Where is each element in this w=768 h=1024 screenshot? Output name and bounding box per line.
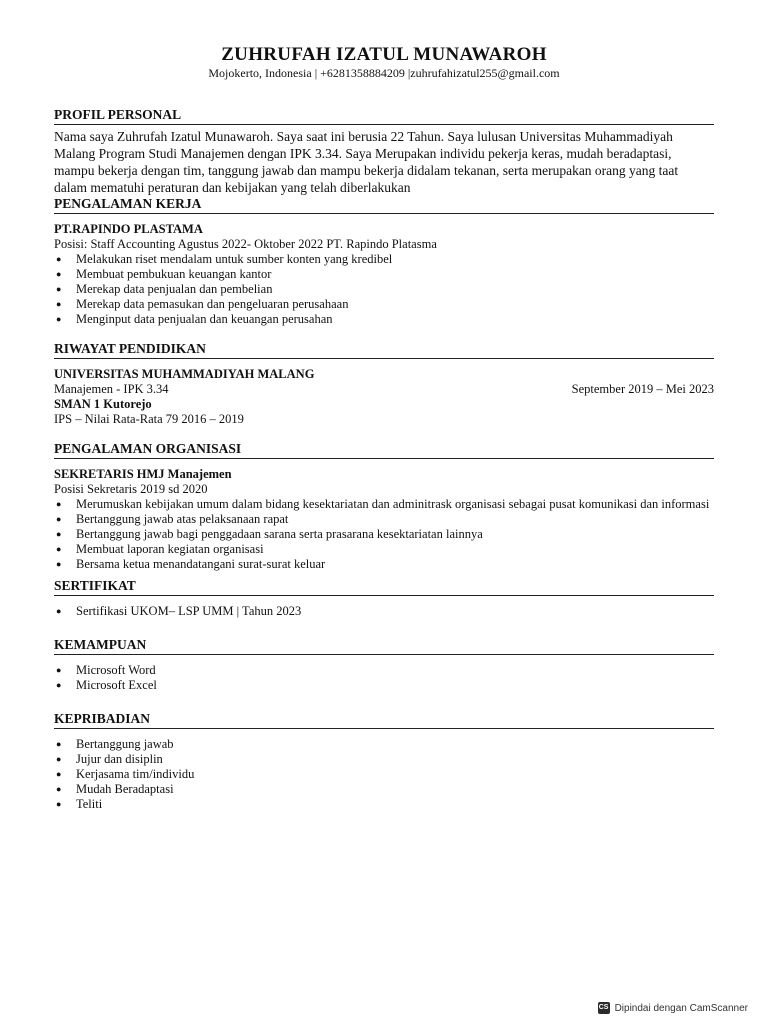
section-title-personality: KEPRIBADIAN bbox=[54, 711, 714, 729]
list-item: ● Microsoft Excel bbox=[54, 678, 714, 693]
list-item: ● Menginput data penjualan dan keuangan perusahan bbox=[54, 312, 714, 327]
section-title-skills: KEMAMPUAN bbox=[54, 637, 714, 655]
list-item: ● Mudah Beradaptasi bbox=[54, 782, 714, 797]
list-item: ● Jujur dan disiplin bbox=[54, 752, 714, 767]
list-item: ● Melakukan riset mendalam untuk sumber konten yang kredibel bbox=[54, 252, 714, 267]
university-period: September 2019 – Mei 2023 bbox=[571, 382, 714, 396]
section-title-education: RIWAYAT PENDIDIKAN bbox=[54, 341, 714, 359]
list-item: ● Merekap data penjualan dan pembelian bbox=[54, 282, 714, 297]
work-duties-list bbox=[54, 252, 714, 327]
list-item: ● Membuat pembukuan keuangan kantor bbox=[54, 267, 714, 282]
organization-role: SEKRETARIS HMJ Manajemen bbox=[54, 467, 232, 481]
certificate-list bbox=[54, 604, 714, 619]
organization-position: Posisi Sekretaris 2019 sd 2020 bbox=[54, 482, 208, 496]
section-title-certificate: SERTIFIKAT bbox=[54, 578, 714, 596]
company-name: PT.RAPINDO PLASTAMA bbox=[54, 222, 203, 236]
profile-section bbox=[54, 107, 714, 196]
organization-duties-list bbox=[54, 497, 714, 572]
school-name: SMAN 1 Kutorejo bbox=[54, 397, 152, 411]
contact-info: Mojokerto, Indonesia | +6281358884209 |zuhrufahizatul255@gmail.com bbox=[208, 66, 560, 80]
skills-list bbox=[54, 663, 714, 693]
profile-text: Nama saya Zuhrufah Izatul Munawaroh. Saya saat ini berusia 22 Tahun. Saya lulusan Universitas Muhammadiyah Malang Program Studi Manajemen dengan IPK 3.34. Saya Merupakan individu pekerja keras, mudah beradaptasi, mampu bekerja dengan tim, tanggung jawab dan mampu bekerja didalam tekanan, serta merupakan orang yang taat dalam mematuhi peraturan dan kebijakan yang telah diberlakukan bbox=[54, 129, 679, 195]
list-item: ● Kerjasama tim/individu bbox=[54, 767, 714, 782]
university-row bbox=[54, 382, 714, 397]
camscanner-label: Dipindai dengan CamScanner bbox=[614, 1002, 748, 1014]
section-title-organization: PENGALAMAN ORGANISASI bbox=[54, 441, 714, 459]
organization-section bbox=[54, 441, 714, 572]
section-title-work: PENGALAMAN KERJA bbox=[54, 196, 714, 214]
work-position: Posisi: Staff Accounting Agustus 2022- Oktober 2022 PT. Rapindo Platasma bbox=[54, 237, 437, 251]
education-section bbox=[54, 341, 714, 427]
camscanner-logo-icon: CS bbox=[598, 1002, 610, 1014]
resume-name: ZUHRUFAH IZATUL MUNAWAROH bbox=[221, 44, 547, 65]
list-item: ● Bertanggung jawab bagi penggadaan sarana serta prasarana kesektariatan lainnya bbox=[54, 527, 714, 542]
list-item: ● Sertifikasi UKOM– LSP UMM | Tahun 2023 bbox=[54, 604, 714, 619]
list-item: ● Microsoft Word bbox=[54, 663, 714, 678]
list-item: ● Teliti bbox=[54, 797, 714, 812]
skills-section bbox=[54, 637, 714, 693]
personality-list bbox=[54, 737, 714, 812]
list-item: ● Membuat laporan kegiatan organisasi bbox=[54, 542, 714, 557]
section-title-profil: PROFIL PERSONAL bbox=[54, 107, 714, 125]
certificate-section bbox=[54, 578, 714, 619]
school-detail: IPS – Nilai Rata-Rata 79 2016 – 2019 bbox=[54, 412, 244, 426]
list-item: ● Merumuskan kebijakan umum dalam bidang kesektariatan dan adminitrask organisasi sebagai pusat komunikasi dan informasi bbox=[54, 497, 714, 512]
university-name: UNIVERSITAS MUHAMMADIYAH MALANG bbox=[54, 367, 315, 381]
list-item: ● Merekap data pemasukan dan pengeluaran perusahaan bbox=[54, 297, 714, 312]
work-section bbox=[54, 196, 714, 327]
list-item: ● Bersama ketua menandatangani surat-surat keluar bbox=[54, 557, 714, 572]
camscanner-watermark bbox=[598, 1002, 748, 1014]
personality-section bbox=[54, 711, 714, 812]
list-item: ● Bertanggung jawab atas pelaksanaan rapat bbox=[54, 512, 714, 527]
resume-page bbox=[54, 44, 714, 812]
university-detail: Manajemen - IPK 3.34 bbox=[54, 382, 169, 396]
list-item: ● Bertanggung jawab bbox=[54, 737, 714, 752]
